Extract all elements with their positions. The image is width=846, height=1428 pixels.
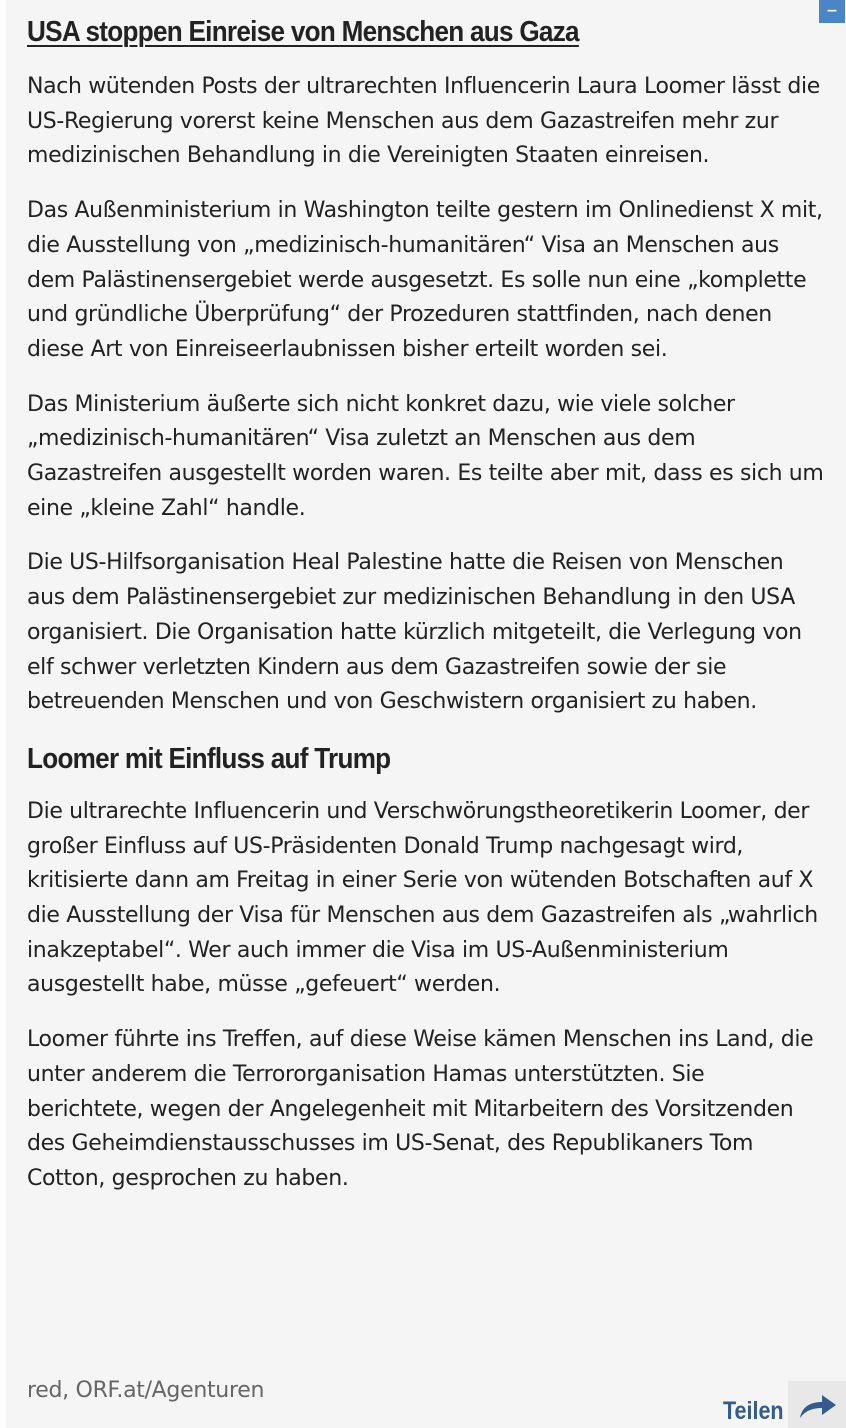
share-button[interactable] — [720, 1381, 846, 1428]
share-label: Teilen — [723, 1397, 784, 1425]
article-paragraph: Nach wütenden Posts der ultrarechten Influencerin Laura Loomer lässt die US-Regierung vorerst keine Menschen aus dem Gazastreifen mehr zur medizinischen Behandlung in die Vereinigten Staaten einreisen. — [27, 74, 820, 169]
article-source: red, ORF.at/Agenturen — [27, 1378, 265, 1403]
article-headline[interactable]: USA stoppen Einreise von Menschen aus Gaza — [27, 16, 579, 48]
article-paragraph: Die ultrarechte Influencerin und Verschwörungstheoretikerin Loomer, der großer Einfluss auf US-Präsidenten Donald Trump nachgesagt wird, kritisierte dann am Freitag in einer Serie von wütenden Botschaften auf X die Ausstellung der Visa für Menschen aus dem Gazastreifen als „wahrlich inakzeptabel“. Wer auch immer die Visa im US-Außenministerium ausgestellt habe, müsse „gefeuert“ werden. — [27, 798, 818, 998]
share-arrow-icon — [788, 1381, 846, 1428]
article-content — [27, 10, 827, 1217]
collapse-button[interactable]: − — [819, 0, 845, 23]
article-paragraph: Loomer führte ins Treffen, auf diese Weise kämen Menschen ins Land, die unter anderem die Terrororganisation Hamas unterstützten. Sie berichtete, wegen der Angelegenheit mit Mitarbeitern des Vorsitzenden des Geheimdienstausschusses im US-Senat, des Republikaners Tom Cotton, gesprochen zu haben. — [27, 1027, 814, 1191]
article-paragraph: Das Ministerium äußerte sich nicht konkret dazu, wie viele solcher „medizinisch-humanitären“ Visa zuletzt an Menschen aus dem Gazastreifen ausgestellt worden waren. Es teilte aber mit, dass es sich um eine „kleine Zahl“ handle. — [27, 391, 824, 521]
article-paragraph: Die US-Hilfsorganisation Heal Palestine hatte die Reisen von Menschen aus dem Palästinensergebiet zur medizinischen Behandlung in den USA organisiert. Die Organisation hatte kürzlich mitgeteilt, die Verlegung von elf schwer verletzten Kindern aus dem Gazastreifen sowie der sie betreuenden Menschen und von Geschwistern organisiert zu haben. — [27, 550, 802, 715]
article-subheading: Loomer mit Einfluss auf Trump — [27, 742, 391, 775]
article-paragraph: Das Außenministerium in Washington teilte gestern im Onlinedienst X mit, die Ausstellung von „medizinisch-humanitären“ Visa an Menschen aus dem Palästinensergebiet werde ausgesetzt. Es solle nun eine „komplette und gründliche Überprüfung“ der Prozeduren stattfinden, nach denen diese Art von Einreiseerlaubnissen bisher erteilt worden sei. — [27, 198, 823, 362]
